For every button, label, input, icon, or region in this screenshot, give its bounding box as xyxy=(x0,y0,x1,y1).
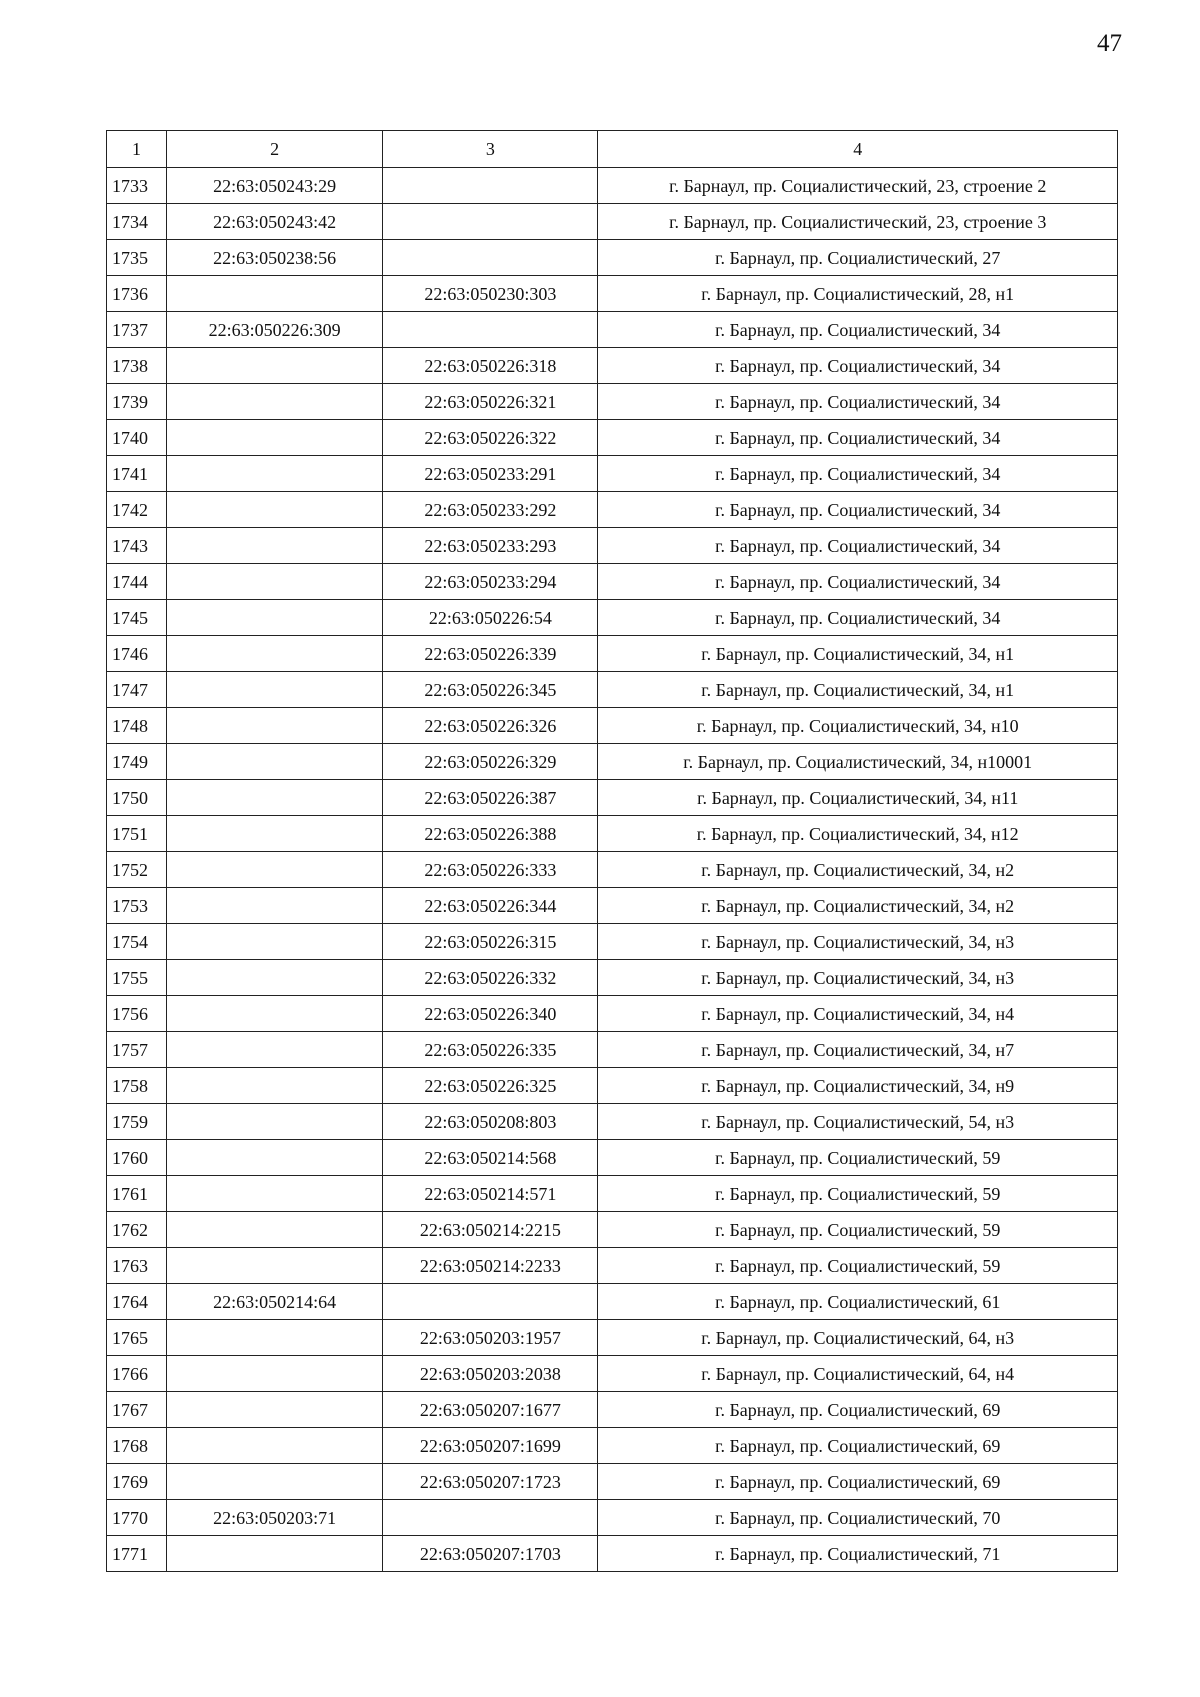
cadastral-number-alt-cell: 22:63:050233:293 xyxy=(383,528,598,564)
row-number-cell: 1769 xyxy=(107,1464,167,1500)
address-cell: г. Барнаул, пр. Социалистический, 34, н9 xyxy=(598,1068,1118,1104)
cadastral-number-alt-cell: 22:63:050207:1677 xyxy=(383,1392,598,1428)
table-row xyxy=(107,240,1118,276)
row-number-cell: 1748 xyxy=(107,708,167,744)
cadastral-number-cell xyxy=(167,996,383,1032)
cadastral-number-alt-cell: 22:63:050226:321 xyxy=(383,384,598,420)
address-cell: г. Барнаул, пр. Социалистический, 54, н3 xyxy=(598,1104,1118,1140)
cadastral-number-alt-cell: 22:63:050207:1723 xyxy=(383,1464,598,1500)
address-cell: г. Барнаул, пр. Социалистический, 69 xyxy=(598,1464,1118,1500)
row-number-cell: 1744 xyxy=(107,564,167,600)
row-number-cell: 1767 xyxy=(107,1392,167,1428)
row-number-cell: 1733 xyxy=(107,168,167,204)
row-number-cell: 1756 xyxy=(107,996,167,1032)
cadastral-number-cell xyxy=(167,960,383,996)
address-cell: г. Барнаул, пр. Социалистический, 34, н10 xyxy=(598,708,1118,744)
table-row xyxy=(107,1032,1118,1068)
row-number-cell: 1742 xyxy=(107,492,167,528)
table-row xyxy=(107,564,1118,600)
table-row xyxy=(107,276,1118,312)
cadastral-number-alt-cell: 22:63:050226:54 xyxy=(383,600,598,636)
cadastral-number-alt-cell: 22:63:050226:335 xyxy=(383,1032,598,1068)
row-number-cell: 1741 xyxy=(107,456,167,492)
table-row xyxy=(107,852,1118,888)
address-cell: г. Барнаул, пр. Социалистический, 34, н7 xyxy=(598,1032,1118,1068)
cadastral-number-alt-cell: 22:63:050214:2215 xyxy=(383,1212,598,1248)
table-row xyxy=(107,1284,1118,1320)
cadastral-number-cell xyxy=(167,456,383,492)
cadastral-number-cell xyxy=(167,1356,383,1392)
table-row xyxy=(107,960,1118,996)
address-cell: г. Барнаул, пр. Социалистический, 34 xyxy=(598,384,1118,420)
cadastral-number-alt-cell: 22:63:050226:322 xyxy=(383,420,598,456)
address-cell: г. Барнаул, пр. Социалистический, 59 xyxy=(598,1176,1118,1212)
header-cell-2: 2 xyxy=(167,131,383,168)
table-row xyxy=(107,492,1118,528)
address-cell: г. Барнаул, пр. Социалистический, 34, н3 xyxy=(598,960,1118,996)
address-cell: г. Барнаул, пр. Социалистический, 34 xyxy=(598,600,1118,636)
cadastral-number-cell xyxy=(167,600,383,636)
cadastral-number-alt-cell: 22:63:050226:344 xyxy=(383,888,598,924)
cadastral-number-alt-cell xyxy=(383,312,598,348)
table-row xyxy=(107,924,1118,960)
row-number-cell: 1739 xyxy=(107,384,167,420)
cadastral-number-cell xyxy=(167,420,383,456)
row-number-cell: 1737 xyxy=(107,312,167,348)
address-cell: г. Барнаул, пр. Социалистический, 34 xyxy=(598,420,1118,456)
address-cell: г. Барнаул, пр. Социалистический, 34, н4 xyxy=(598,996,1118,1032)
address-cell: г. Барнаул, пр. Социалистический, 34 xyxy=(598,492,1118,528)
table-row xyxy=(107,384,1118,420)
row-number-cell: 1757 xyxy=(107,1032,167,1068)
row-number-cell: 1743 xyxy=(107,528,167,564)
table-row xyxy=(107,1392,1118,1428)
address-cell: г. Барнаул, пр. Социалистический, 59 xyxy=(598,1140,1118,1176)
cadastral-number-cell: 22:63:050238:56 xyxy=(167,240,383,276)
cadastral-number-cell xyxy=(167,276,383,312)
table-row xyxy=(107,528,1118,564)
table-row xyxy=(107,888,1118,924)
cadastral-number-cell: 22:63:050226:309 xyxy=(167,312,383,348)
table-row xyxy=(107,348,1118,384)
row-number-cell: 1755 xyxy=(107,960,167,996)
row-number-cell: 1751 xyxy=(107,816,167,852)
registry-table-body xyxy=(107,131,1118,1572)
cadastral-number-alt-cell xyxy=(383,204,598,240)
row-number-cell: 1759 xyxy=(107,1104,167,1140)
cadastral-number-alt-cell: 22:63:050226:333 xyxy=(383,852,598,888)
address-cell: г. Барнаул, пр. Социалистический, 34, н2 xyxy=(598,852,1118,888)
row-number-cell: 1740 xyxy=(107,420,167,456)
cadastral-number-alt-cell: 22:63:050233:292 xyxy=(383,492,598,528)
cadastral-number-alt-cell xyxy=(383,240,598,276)
address-cell: г. Барнаул, пр. Социалистический, 23, строение 2 xyxy=(598,168,1118,204)
cadastral-number-cell xyxy=(167,348,383,384)
row-number-cell: 1745 xyxy=(107,600,167,636)
cadastral-number-alt-cell xyxy=(383,168,598,204)
cadastral-number-cell xyxy=(167,1392,383,1428)
cadastral-number-cell xyxy=(167,492,383,528)
cadastral-number-cell xyxy=(167,1032,383,1068)
header-cell-3: 3 xyxy=(383,131,598,168)
address-cell: г. Барнаул, пр. Социалистический, 34 xyxy=(598,312,1118,348)
table-row xyxy=(107,1176,1118,1212)
row-number-cell: 1754 xyxy=(107,924,167,960)
cadastral-number-cell xyxy=(167,744,383,780)
table-row xyxy=(107,996,1118,1032)
cadastral-number-alt-cell: 22:63:050214:2233 xyxy=(383,1248,598,1284)
address-cell: г. Барнаул, пр. Социалистический, 70 xyxy=(598,1500,1118,1536)
table-row xyxy=(107,1500,1118,1536)
address-cell: г. Барнаул, пр. Социалистический, 34, н12 xyxy=(598,816,1118,852)
address-cell: г. Барнаул, пр. Социалистический, 23, строение 3 xyxy=(598,204,1118,240)
cadastral-number-cell xyxy=(167,1140,383,1176)
table-row xyxy=(107,780,1118,816)
address-cell: г. Барнаул, пр. Социалистический, 34, н1 xyxy=(598,636,1118,672)
cadastral-number-cell xyxy=(167,1320,383,1356)
cadastral-number-alt-cell: 22:63:050226:325 xyxy=(383,1068,598,1104)
cadastral-number-alt-cell: 22:63:050207:1699 xyxy=(383,1428,598,1464)
cadastral-number-alt-cell: 22:63:050203:2038 xyxy=(383,1356,598,1392)
row-number-cell: 1764 xyxy=(107,1284,167,1320)
row-number-cell: 1766 xyxy=(107,1356,167,1392)
row-number-cell: 1738 xyxy=(107,348,167,384)
cadastral-number-alt-cell: 22:63:050233:291 xyxy=(383,456,598,492)
cadastral-number-alt-cell: 22:63:050226:388 xyxy=(383,816,598,852)
cadastral-number-cell xyxy=(167,636,383,672)
cadastral-number-cell xyxy=(167,852,383,888)
address-cell: г. Барнаул, пр. Социалистический, 59 xyxy=(598,1212,1118,1248)
table-row xyxy=(107,672,1118,708)
cadastral-number-alt-cell: 22:63:050226:318 xyxy=(383,348,598,384)
table-row xyxy=(107,1536,1118,1572)
cadastral-number-cell: 22:63:050203:71 xyxy=(167,1500,383,1536)
table-header-row xyxy=(107,131,1118,168)
cadastral-number-alt-cell: 22:63:050230:303 xyxy=(383,276,598,312)
table-row xyxy=(107,1356,1118,1392)
cadastral-number-alt-cell: 22:63:050226:315 xyxy=(383,924,598,960)
row-number-cell: 1770 xyxy=(107,1500,167,1536)
address-cell: г. Барнаул, пр. Социалистический, 34, н3 xyxy=(598,924,1118,960)
table-row xyxy=(107,1464,1118,1500)
row-number-cell: 1749 xyxy=(107,744,167,780)
row-number-cell: 1734 xyxy=(107,204,167,240)
table-row xyxy=(107,420,1118,456)
row-number-cell: 1747 xyxy=(107,672,167,708)
cadastral-number-cell xyxy=(167,564,383,600)
row-number-cell: 1768 xyxy=(107,1428,167,1464)
header-cell-4: 4 xyxy=(598,131,1118,168)
cadastral-number-cell xyxy=(167,672,383,708)
table-row xyxy=(107,600,1118,636)
cadastral-number-alt-cell: 22:63:050207:1703 xyxy=(383,1536,598,1572)
table-row xyxy=(107,636,1118,672)
table-row xyxy=(107,168,1118,204)
header-cell-1: 1 xyxy=(107,131,167,168)
table-row xyxy=(107,204,1118,240)
row-number-cell: 1763 xyxy=(107,1248,167,1284)
address-cell: г. Барнаул, пр. Социалистический, 34 xyxy=(598,564,1118,600)
cadastral-number-alt-cell: 22:63:050214:571 xyxy=(383,1176,598,1212)
address-cell: г. Барнаул, пр. Социалистический, 69 xyxy=(598,1392,1118,1428)
row-number-cell: 1750 xyxy=(107,780,167,816)
cadastral-number-alt-cell: 22:63:050226:345 xyxy=(383,672,598,708)
table-row xyxy=(107,1248,1118,1284)
cadastral-number-alt-cell: 22:63:050233:294 xyxy=(383,564,598,600)
cadastral-number-alt-cell: 22:63:050208:803 xyxy=(383,1104,598,1140)
cadastral-number-alt-cell xyxy=(383,1500,598,1536)
cadastral-number-alt-cell: 22:63:050226:340 xyxy=(383,996,598,1032)
cadastral-number-cell xyxy=(167,816,383,852)
cadastral-number-cell xyxy=(167,1068,383,1104)
cadastral-number-cell xyxy=(167,708,383,744)
table-row xyxy=(107,456,1118,492)
table-row xyxy=(107,708,1118,744)
registry-table xyxy=(106,130,1118,1572)
cadastral-number-cell xyxy=(167,1212,383,1248)
table-row xyxy=(107,1104,1118,1140)
table-row xyxy=(107,816,1118,852)
address-cell: г. Барнаул, пр. Социалистический, 64, н4 xyxy=(598,1356,1118,1392)
address-cell: г. Барнаул, пр. Социалистический, 61 xyxy=(598,1284,1118,1320)
cadastral-number-cell xyxy=(167,1536,383,1572)
cadastral-number-cell: 22:63:050214:64 xyxy=(167,1284,383,1320)
table-row xyxy=(107,1428,1118,1464)
cadastral-number-cell xyxy=(167,924,383,960)
table-row xyxy=(107,744,1118,780)
cadastral-number-cell xyxy=(167,888,383,924)
table-row xyxy=(107,1140,1118,1176)
cadastral-number-cell xyxy=(167,1428,383,1464)
address-cell: г. Барнаул, пр. Социалистический, 34, н11 xyxy=(598,780,1118,816)
address-cell: г. Барнаул, пр. Социалистический, 34 xyxy=(598,348,1118,384)
address-cell: г. Барнаул, пр. Социалистический, 34, н10001 xyxy=(598,744,1118,780)
cadastral-number-alt-cell: 22:63:050226:339 xyxy=(383,636,598,672)
address-cell: г. Барнаул, пр. Социалистический, 69 xyxy=(598,1428,1118,1464)
address-cell: г. Барнаул, пр. Социалистический, 28, н1 xyxy=(598,276,1118,312)
address-cell: г. Барнаул, пр. Социалистический, 34 xyxy=(598,528,1118,564)
row-number-cell: 1736 xyxy=(107,276,167,312)
address-cell: г. Барнаул, пр. Социалистический, 27 xyxy=(598,240,1118,276)
cadastral-number-alt-cell: 22:63:050203:1957 xyxy=(383,1320,598,1356)
cadastral-number-cell xyxy=(167,1464,383,1500)
table-row xyxy=(107,312,1118,348)
cadastral-number-cell xyxy=(167,1176,383,1212)
address-cell: г. Барнаул, пр. Социалистический, 34, н2 xyxy=(598,888,1118,924)
cadastral-number-cell: 22:63:050243:29 xyxy=(167,168,383,204)
address-cell: г. Барнаул, пр. Социалистический, 34, н1 xyxy=(598,672,1118,708)
row-number-cell: 1752 xyxy=(107,852,167,888)
row-number-cell: 1771 xyxy=(107,1536,167,1572)
row-number-cell: 1746 xyxy=(107,636,167,672)
cadastral-number-cell xyxy=(167,384,383,420)
address-cell: г. Барнаул, пр. Социалистический, 64, н3 xyxy=(598,1320,1118,1356)
table-row xyxy=(107,1212,1118,1248)
table-row xyxy=(107,1068,1118,1104)
row-number-cell: 1753 xyxy=(107,888,167,924)
row-number-cell: 1765 xyxy=(107,1320,167,1356)
row-number-cell: 1760 xyxy=(107,1140,167,1176)
row-number-cell: 1762 xyxy=(107,1212,167,1248)
address-cell: г. Барнаул, пр. Социалистический, 71 xyxy=(598,1536,1118,1572)
row-number-cell: 1761 xyxy=(107,1176,167,1212)
address-cell: г. Барнаул, пр. Социалистический, 34 xyxy=(598,456,1118,492)
cadastral-number-cell xyxy=(167,1104,383,1140)
address-cell: г. Барнаул, пр. Социалистический, 59 xyxy=(598,1248,1118,1284)
cadastral-number-alt-cell: 22:63:050226:332 xyxy=(383,960,598,996)
cadastral-number-alt-cell xyxy=(383,1284,598,1320)
cadastral-number-alt-cell: 22:63:050226:326 xyxy=(383,708,598,744)
row-number-cell: 1735 xyxy=(107,240,167,276)
cadastral-number-cell xyxy=(167,528,383,564)
row-number-cell: 1758 xyxy=(107,1068,167,1104)
cadastral-number-alt-cell: 22:63:050214:568 xyxy=(383,1140,598,1176)
page-number: 47 xyxy=(1097,30,1122,57)
cadastral-number-alt-cell: 22:63:050226:329 xyxy=(383,744,598,780)
cadastral-number-cell xyxy=(167,780,383,816)
cadastral-number-alt-cell: 22:63:050226:387 xyxy=(383,780,598,816)
table-row xyxy=(107,1320,1118,1356)
cadastral-number-cell xyxy=(167,1248,383,1284)
cadastral-number-cell: 22:63:050243:42 xyxy=(167,204,383,240)
